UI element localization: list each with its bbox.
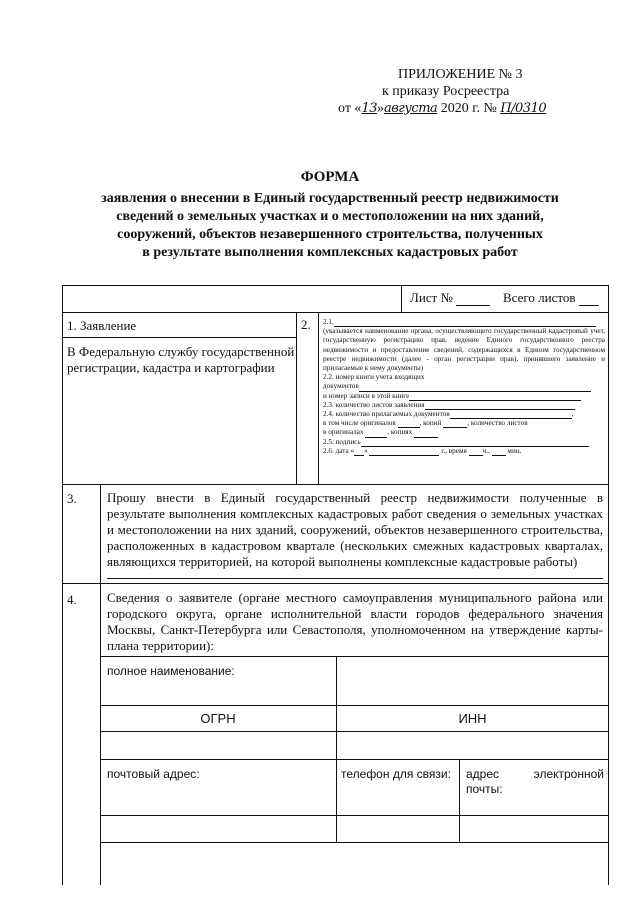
date-month-blank (369, 447, 439, 456)
item-2-4c-originals: в оригиналах (323, 428, 364, 437)
sheet-number-blank (456, 291, 490, 306)
handwritten-day: 13 (361, 101, 377, 116)
minutes-blank (492, 447, 506, 456)
form-heading: ФОРМА (300, 169, 360, 185)
phone-label: телефон для связи: (341, 767, 451, 781)
section-2-number: 2. (301, 317, 311, 332)
total-sheets-label: Всего листов (503, 290, 576, 305)
signature-blank (361, 438, 589, 447)
total-sheets-field[interactable] (503, 290, 599, 306)
item-2-4: 2.4. количество прилагаемых документов (323, 410, 450, 419)
sheet-number-label: Лист № (410, 290, 453, 305)
date-close-quote: » (364, 446, 368, 455)
section-1-label: 1. Заявление (67, 318, 137, 333)
inn-value-cell[interactable] (337, 732, 607, 759)
form-title-line-4: в результате выполнения комплексных кадастровых работ (142, 245, 518, 260)
ogrn-value-cell[interactable] (101, 732, 336, 759)
form-title (60, 168, 600, 262)
originals-blank (398, 419, 420, 428)
hours-blank (469, 447, 483, 456)
handwritten-order-number: П/0310 (500, 101, 547, 116)
date-day-blank (354, 447, 364, 456)
item-2-2b: документов (323, 382, 359, 391)
item-2-4b-originals: в том числе оригиналов (323, 419, 396, 428)
item-2-4b-copies: , копий (419, 419, 442, 428)
postal-address-value-cell[interactable] (101, 816, 336, 842)
ogrn-label: ОГРН (200, 711, 236, 726)
copies-sheets-blank (414, 429, 438, 438)
date-prefix: от « (338, 101, 362, 116)
handwritten-month: августа (383, 101, 438, 116)
item-2-3-blank (425, 401, 575, 410)
item-2-4c-copies: , копиях (387, 428, 413, 437)
sheet-number-field[interactable] (410, 290, 490, 306)
item-2-4b-sheets: , количество листов (467, 419, 528, 428)
section-3-request-text: Прошу внести в Единый государственный реестр недвижимости полученные в результате выполнения комплексных кадастровых работ сведения о земельных участках и местоположении на них зданий, сооружений, объектов незавершенного строительства, расположенных в кадастровом квартале (нескольких смежных кадастровых кварталах, являющихся территорией, на которой выполнены комплексные кадастровые работы) (107, 490, 603, 569)
full-name-value-cell[interactable] (337, 657, 607, 705)
minutes-label: мин. (507, 446, 522, 455)
item-2-5: 2.5. подпись (323, 437, 361, 446)
section-4-number: 4. (67, 592, 77, 607)
item-2-2b-blank (359, 383, 591, 392)
item-2-4-blank (450, 410, 572, 419)
item-2-1-note: (указывается наименование органа, осуществляющего государственный кадастровый учет, государственную регистрацию прав, ведение Единого государственного реестра недвижимости и предоставление сведений, содержащихся в Едином государственном реестре недвижимости (далее - орган регистрации прав), принявшего заявление и прилагаемые к нему документы) (323, 327, 605, 373)
order-date-line (338, 100, 578, 117)
time-label: г., время (441, 446, 467, 455)
appendix-title: ПРИЛОЖЕНИЕ № 3 (398, 67, 523, 82)
order-reference (338, 66, 578, 117)
full-name-label: полное наименование: (107, 664, 235, 678)
item-2-1-blank (334, 318, 596, 327)
section-3-number: 3. (67, 491, 77, 506)
email-value-cell[interactable] (460, 816, 607, 842)
addressee-text: В Федеральную службу государственной регистрации, кадастра и картографии (67, 344, 295, 375)
phone-value-cell[interactable] (337, 816, 459, 842)
item-2-3: 2.3. количество листов заявления (323, 400, 425, 409)
order-line: к приказу Росреестра (382, 84, 510, 99)
date-label: 2.6. дата « (323, 446, 355, 455)
email-label-part-1: адрес (466, 767, 500, 781)
email-label-part-3: почты: (466, 782, 503, 796)
form-title-line-3: сооружений, объектов незавершенного строительства, полученных (117, 227, 543, 242)
item-2-2a: 2.2. номер книги учета входящих (323, 373, 425, 382)
item-2-2c: и номер записи в этой книге (323, 391, 410, 400)
postal-address-label: почтовый адрес: (107, 767, 200, 781)
section-3-blank-line (107, 578, 603, 579)
form-title-line-2: сведений о земельных участках и о местоположении на них зданий, (116, 209, 544, 224)
date-year: 2020 г. № (440, 101, 497, 116)
item-2-1-label: 2.1. (323, 318, 334, 326)
item-2-2c-blank (409, 392, 581, 401)
section-2-registry-box: 2.1. (указывается наименование органа, осуществляющего государственный кадастровый учет, государственную регистрацию прав, ведение Единого государственного реестра недвижимости и предоставление сведений, содержащихся в Едином государственном реестре недвижимости (далее - орган регистрации прав), принявшего заявление и прилагаемые к нему документы) 2.2. номер книги учета входящих документов и номер записи в этой книге 2.3. количество листов заявления 2.4. количество прилагаемых документов , в том числе оригиналов , копий , количество листов в оригиналах , копиях 2.5. подпись 2.6. дата « » г., время ч., мин. (323, 318, 605, 455)
hours-label: ч., (482, 446, 490, 455)
originals-sheets-blank (365, 429, 387, 438)
email-label (466, 767, 604, 797)
email-label-part-2: электронной (533, 767, 604, 781)
date-mid: » (376, 101, 384, 116)
inn-label: ИНН (458, 711, 487, 726)
copies-blank (443, 419, 467, 428)
section-4-applicant-text: Сведения о заявителе (органе местного самоуправления муниципального района или городского округа, органе исполнительной власти городов федерального значения Москвы, Санкт-Петербурга или Севастополя, уполномоченном на утверждение карты-плана территории): (107, 590, 603, 653)
total-sheets-blank (579, 291, 599, 306)
form-title-line-1: заявления о внесении в Единый государственный реестр недвижимости (101, 191, 559, 206)
